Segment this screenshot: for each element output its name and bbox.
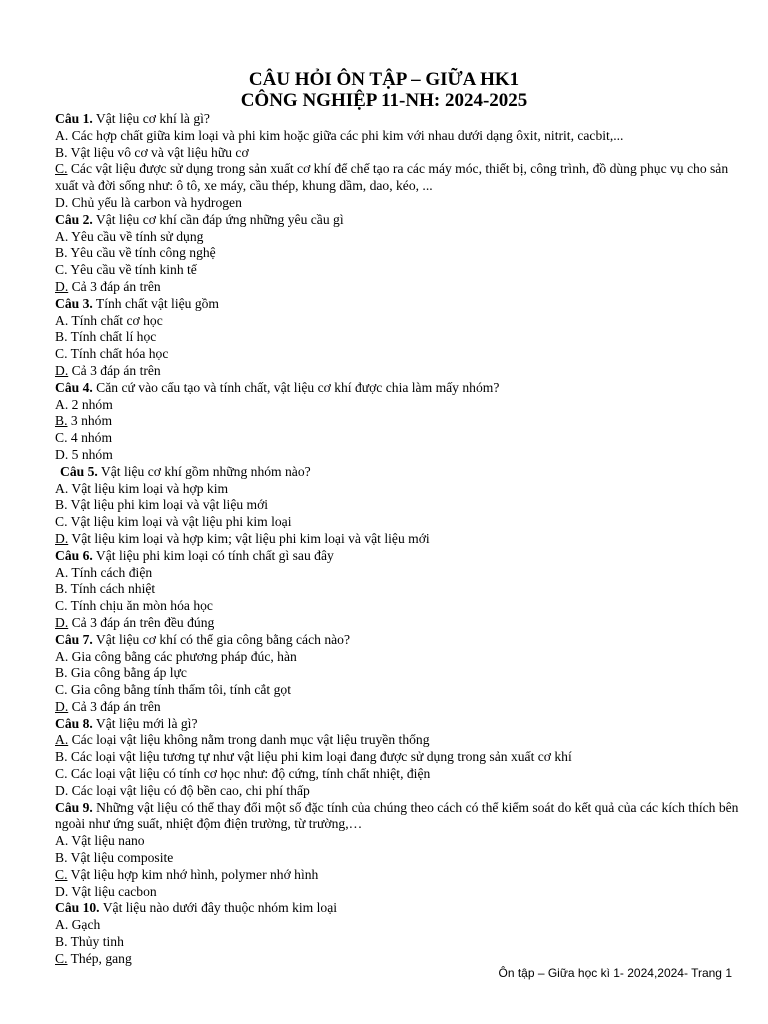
question-5 <box>55 464 745 481</box>
question-number: Câu 4. <box>55 379 93 395</box>
option-letter-answer: C. <box>55 866 68 882</box>
page-footer: Ôn tập – Giữa học kì 1- 2024,2024- Trang 1 <box>498 966 732 980</box>
option-text: Vật liệu cacbon <box>68 883 157 899</box>
option-text: Vật liệu kim loại và hợp kim; vật liệu phi kim loại và vật liệu mới <box>68 530 430 546</box>
option-text: Cả 3 đáp án trên <box>68 278 161 294</box>
option-letter: C. <box>55 766 68 782</box>
page-subtitle: CÔNG NGHIỆP 11-NH: 2024-2025 <box>240 90 528 111</box>
option-6b <box>55 581 745 598</box>
question-9 <box>55 800 745 834</box>
option-3d <box>55 363 745 380</box>
option-text: Cả 3 đáp án trên <box>68 698 161 714</box>
option-text: Các loại vật liệu có tính cơ học như: độ cứng, tính chất nhiệt, điện <box>67 766 431 782</box>
option-9b <box>55 850 745 867</box>
option-letter: A. <box>55 228 69 244</box>
option-10b <box>55 934 745 951</box>
question-number: Câu 3. <box>55 295 93 311</box>
option-letter: A. <box>55 564 69 580</box>
option-text: Vật liệu hợp kim nhớ hình, polymer nhớ hình <box>67 866 319 882</box>
option-letter: B. <box>55 934 68 950</box>
option-8b <box>55 749 745 766</box>
option-text: Vật liệu composite <box>67 850 174 866</box>
question-list <box>55 111 745 968</box>
option-letter: C. <box>55 346 68 362</box>
page-title: CÂU HỎI ÔN TẬP – GIỮA HK1 <box>248 69 520 90</box>
option-7a <box>55 649 745 666</box>
option-letter-answer: C. <box>55 161 68 177</box>
question-text: Vật liệu phi kim loại có tính chất gì sau đây <box>92 547 334 563</box>
option-1a <box>55 128 745 145</box>
option-letter: A. <box>55 648 69 664</box>
option-letter-answer: D. <box>55 278 69 294</box>
option-9d <box>55 884 745 901</box>
option-text: Cả 3 đáp án trên <box>68 362 161 378</box>
option-2c <box>55 262 745 279</box>
question-text: Vật liệu cơ khí có thể gia công bằng cách nào? <box>92 631 350 647</box>
option-6d <box>55 615 745 632</box>
option-8c <box>55 766 745 783</box>
option-text: 2 nhóm <box>68 396 113 412</box>
option-letter: A. <box>55 127 69 143</box>
option-text: Tính cách điện <box>68 564 153 580</box>
option-letter-answer: D. <box>55 614 69 630</box>
option-letter: D. <box>55 782 69 798</box>
option-letter-answer: C. <box>55 950 68 966</box>
question-text: Vật liệu cơ khí cần đáp ứng những yêu cầu gì <box>92 211 344 227</box>
option-1b <box>55 145 745 162</box>
option-letter: B. <box>55 497 68 513</box>
option-text: 5 nhóm <box>68 446 113 462</box>
question-number: Câu 10. <box>55 900 100 916</box>
question-8 <box>55 716 745 733</box>
option-letter: C. <box>55 262 68 278</box>
question-6 <box>55 548 745 565</box>
option-text: Gia công bằng tính thấm tôi, tính cắt gọt <box>67 682 291 698</box>
option-letter: B. <box>55 329 68 345</box>
option-text: Vật liệu phi kim loại và vật liệu mới <box>67 497 269 513</box>
option-letter-answer: D. <box>55 530 69 546</box>
option-letter-answer: A. <box>55 732 69 748</box>
question-number: Câu 6. <box>55 547 93 563</box>
option-10a <box>55 917 745 934</box>
option-letter: A. <box>55 396 69 412</box>
option-1d <box>55 195 745 212</box>
option-letter: D. <box>55 194 69 210</box>
question-10 <box>55 900 745 917</box>
option-text: 4 nhóm <box>67 430 113 446</box>
option-letter: A. <box>55 480 69 496</box>
question-4 <box>55 380 745 397</box>
option-text: Tính chất lí học <box>67 329 157 345</box>
option-text: Vật liệu kim loại và vật liệu phi kim loại <box>67 514 292 530</box>
option-text: Chủ yếu là carbon và hydrogen <box>68 194 242 210</box>
question-3 <box>55 296 745 313</box>
option-text: Thủy tinh <box>67 934 124 950</box>
option-4b <box>55 413 745 430</box>
option-text: Gạch <box>68 917 101 933</box>
option-letter: C. <box>55 514 68 530</box>
option-letter-answer: D. <box>55 698 69 714</box>
option-text: Cả 3 đáp án trên đều đúng <box>68 614 215 630</box>
option-letter: C. <box>55 682 68 698</box>
option-6c <box>55 598 745 615</box>
option-letter: D. <box>55 883 69 899</box>
option-letter: B. <box>55 581 68 597</box>
option-4a <box>55 397 745 414</box>
option-7c <box>55 682 745 699</box>
option-text: Thép, gang <box>67 950 132 966</box>
option-5a <box>55 481 745 498</box>
option-9c <box>55 867 745 884</box>
option-9a <box>55 833 745 850</box>
option-text: Yêu cầu về tính sử dụng <box>68 228 204 244</box>
option-text: Gia công bằng các phương pháp đúc, hàn <box>68 648 297 664</box>
option-text: Các loại vật liệu có độ bền cao, chi phí thấp <box>68 782 310 798</box>
option-letter: A. <box>55 312 69 328</box>
option-8d <box>55 783 745 800</box>
option-letter: B. <box>55 245 68 261</box>
option-text: Yêu cầu về tính công nghệ <box>67 245 216 261</box>
question-number: Câu 5. <box>60 463 98 479</box>
question-text: Vật liệu cơ khí gồm những nhóm nào? <box>97 463 311 479</box>
question-text: Vật liệu cơ khí là gì? <box>92 111 210 126</box>
question-1 <box>55 111 745 128</box>
option-text: Các loại vật liệu không nằm trong danh mục vật liệu truyền thống <box>68 732 430 748</box>
option-letter: B. <box>55 850 68 866</box>
option-letter: D. <box>55 446 69 462</box>
question-7 <box>55 632 745 649</box>
question-text: Những vật liệu có thể thay đổi một số đặc tính của chúng theo cách có thể kiểm soát do kết quả của các kích thích bên ngoài như ứng suất, nhiệt độm điện trường, từ trường,… <box>55 799 739 832</box>
question-number: Câu 1. <box>55 111 93 126</box>
option-2b <box>55 245 745 262</box>
option-5d <box>55 531 745 548</box>
option-letter-answer: D. <box>55 362 69 378</box>
option-text: Vật liệu vô cơ và vật liệu hữu cơ <box>67 144 249 160</box>
option-3b <box>55 329 745 346</box>
question-text: Vật liệu nào dưới đây thuộc nhóm kim loại <box>99 900 338 916</box>
option-letter-answer: B. <box>55 413 68 429</box>
option-text: 3 nhóm <box>67 413 113 429</box>
option-letter: C. <box>55 598 68 614</box>
option-text: Vật liệu nano <box>68 833 145 849</box>
option-letter: A. <box>55 917 69 933</box>
option-8a <box>55 732 745 749</box>
option-1c <box>55 161 745 195</box>
option-text: Các vật liệu được sử dụng trong sản xuất cơ khí để chế tạo ra các máy móc, thiết bị, công trình, đồ dùng phục vụ cho sản xuất và đời sống như: ô tô, xe máy, cầu thép, khung dầm, dao, kéo, ... <box>55 161 729 194</box>
question-text: Vật liệu mới là gì? <box>92 715 198 731</box>
option-3a <box>55 313 745 330</box>
option-2a <box>55 229 745 246</box>
option-text: Yêu cầu về tính kinh tế <box>67 262 197 278</box>
option-letter: B. <box>55 144 68 160</box>
option-2d <box>55 279 745 296</box>
question-number: Câu 9. <box>55 799 93 815</box>
question-number: Câu 7. <box>55 631 93 647</box>
question-text: Tính chất vật liệu gồm <box>92 295 220 311</box>
option-5c <box>55 514 745 531</box>
option-text: Vật liệu kim loại và hợp kim <box>68 480 229 496</box>
option-text: Các hợp chất giữa kim loại và phi kim hoặc giữa các phi kim với nhau dưới dạng ôxit, nitrit, cacbit,... <box>68 127 624 143</box>
option-text: Tính cách nhiệt <box>67 581 156 597</box>
option-text: Gia công bằng áp lực <box>67 665 187 681</box>
question-text: Căn cứ vào cấu tạo và tính chất, vật liệu cơ khí được chia làm mấy nhóm? <box>92 379 500 395</box>
question-2 <box>55 212 745 229</box>
option-letter: B. <box>55 749 68 765</box>
option-4d <box>55 447 745 464</box>
option-4c <box>55 430 745 447</box>
option-text: Tính chất cơ học <box>68 312 163 328</box>
option-6a <box>55 565 745 582</box>
option-text: Các loại vật liệu tương tự như vật liệu phi kim loại đang được sử dụng trong sản xuất cơ khí <box>67 749 572 765</box>
option-letter: C. <box>55 430 68 446</box>
option-text: Tính chất hóa học <box>67 346 169 362</box>
question-number: Câu 2. <box>55 211 93 227</box>
option-7b <box>55 665 745 682</box>
option-7d <box>55 699 745 716</box>
option-letter: B. <box>55 665 68 681</box>
option-text: Tính chịu ăn mòn hóa học <box>67 598 213 614</box>
question-number: Câu 8. <box>55 715 93 731</box>
option-3c <box>55 346 745 363</box>
option-letter: A. <box>55 833 69 849</box>
option-5b <box>55 497 745 514</box>
